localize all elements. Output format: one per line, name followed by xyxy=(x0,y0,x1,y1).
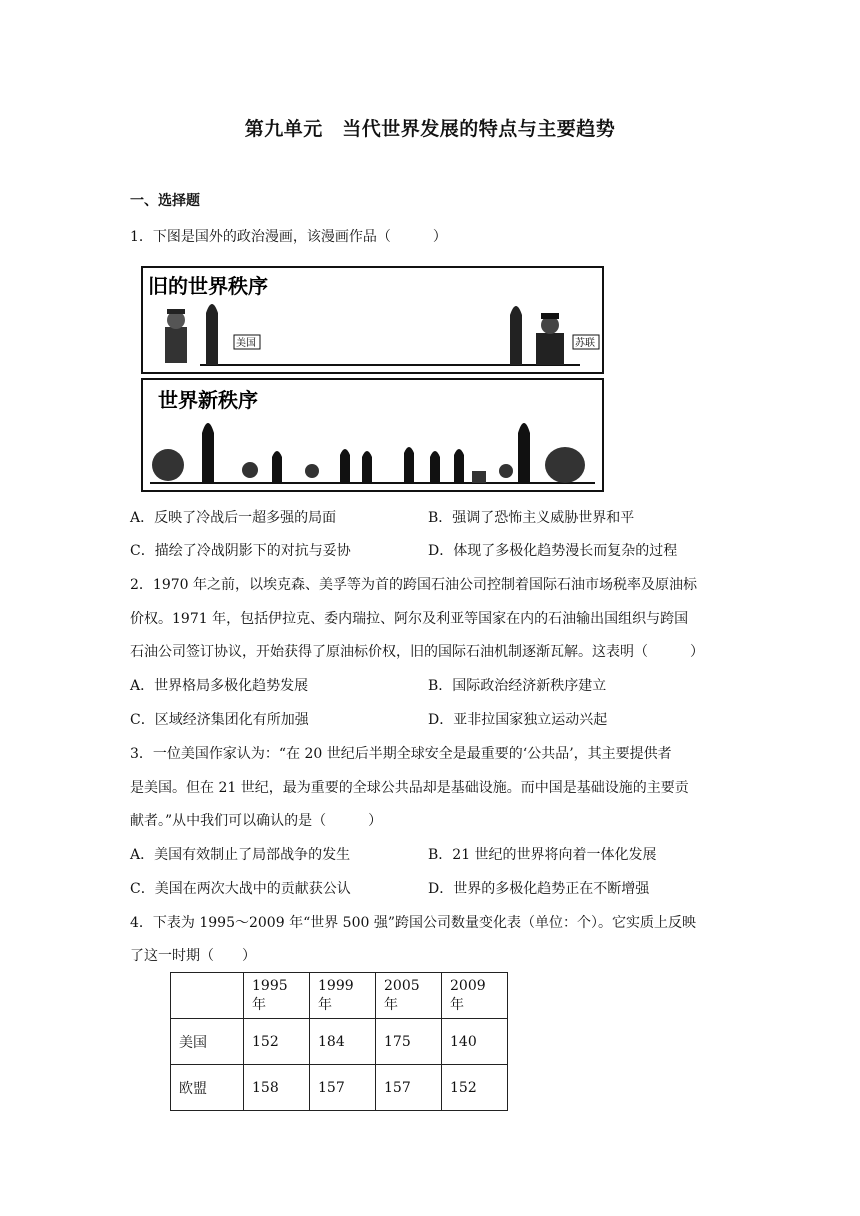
table-cell: 152 xyxy=(244,1019,310,1065)
question-3-stem-line-3: 献者。”从中我们可以确认的是（ ） xyxy=(130,813,383,829)
table-cell: 140 xyxy=(442,1019,508,1065)
table-cell: 美国 xyxy=(171,1019,244,1065)
table-row xyxy=(171,1019,508,1065)
cartoon-top-caption: 旧的世界秩序 xyxy=(148,274,268,298)
question-4-stem-line-1: 4．下表为 1995～2009 年“世界 500 强”跨国公司数量变化表（单位：个）。它实质上反映 xyxy=(130,915,697,931)
ussr-missile-icon xyxy=(510,306,522,365)
question-2-stem-line-2: 价权。1971 年，包括伊拉克、委内瑞拉、阿尔及利亚等国家在内的石油输出国组织与跨国 xyxy=(130,611,689,627)
table-header-row xyxy=(171,973,508,1019)
table-header-cell xyxy=(171,973,244,1019)
table-cell: 184 xyxy=(310,1019,376,1065)
question-3-stem-line-2: 是美国。但在 21 世纪，最为重要的全球公共品却是基础设施。而中国是基础设施的主要贡 xyxy=(130,780,689,796)
page-title: 第九单元 当代世界发展的特点与主要趋势 xyxy=(244,118,616,140)
q3-option-c: C．美国在两次大战中的贡献获公认 xyxy=(130,881,351,897)
question-1-stem: 1．下图是国外的政治漫画，该漫画作品（ ） xyxy=(130,229,447,245)
q3-option-b: B．21 世纪的世界将向着一体化发展 xyxy=(428,847,657,863)
table-header-cell: 1999 年 xyxy=(310,973,376,1019)
table-header-cell: 2009 年 xyxy=(442,973,508,1019)
usa-missile-icon xyxy=(206,304,218,365)
political-cartoon xyxy=(140,265,605,493)
question-4-stem-line-2: 了这一时期（ ） xyxy=(130,948,256,964)
q1-option-a: A．反映了冷战后一超多强的局面 xyxy=(130,510,337,526)
q1-option-d: D．体现了多极化趋势漫长而复杂的过程 xyxy=(428,543,678,559)
question-3-stem-line-1: 3．一位美国作家认为：“在 20 世纪后半期全球安全是最重要的‘公共品’，其主要提供者 xyxy=(130,746,672,762)
question-2-stem-line-1: 2．1970 年之前，以埃克森、美孚等为首的跨国石油公司控制着国际石油市场税率及原油标 xyxy=(130,577,697,593)
table-cell: 152 xyxy=(442,1065,508,1111)
q3-option-a: A．美国有效制止了局部战争的发生 xyxy=(130,847,351,863)
q1-option-c: C．描绘了冷战阴影下的对抗与妥协 xyxy=(130,543,351,559)
table-cell: 157 xyxy=(376,1065,442,1111)
table-cell: 欧盟 xyxy=(171,1065,244,1111)
question-2-stem-line-3: 石油公司签订协议，开始获得了原油标价权，旧的国际石油机制逐渐瓦解。这表明（ ） xyxy=(130,644,704,660)
table-cell: 175 xyxy=(376,1019,442,1065)
q2-option-c: C．区域经济集团化有所加强 xyxy=(130,712,309,728)
q2-option-a: A．世界格局多极化趋势发展 xyxy=(130,678,309,694)
usa-figure-icon xyxy=(165,309,187,363)
q2-option-d: D．亚非拉国家独立运动兴起 xyxy=(428,712,608,728)
q3-option-d: D．世界的多极化趋势正在不断增强 xyxy=(428,881,650,897)
table-cell: 157 xyxy=(310,1065,376,1111)
table-cell: 158 xyxy=(244,1065,310,1111)
table-header-cell: 1995 年 xyxy=(244,973,310,1019)
label-ussr: 苏联 xyxy=(575,338,595,349)
q1-option-b: B．强调了恐怖主义威胁世界和平 xyxy=(428,510,635,526)
multinational-count-table xyxy=(170,972,508,1111)
cartoon-bottom-caption: 世界新秩序 xyxy=(158,388,258,412)
label-usa: 美国 xyxy=(236,338,256,349)
table-row xyxy=(171,1065,508,1111)
table-header-cell: 2005 年 xyxy=(376,973,442,1019)
section-heading: 一、选择题 xyxy=(130,193,200,209)
q2-option-b: B．国际政治经济新秩序建立 xyxy=(428,678,607,694)
